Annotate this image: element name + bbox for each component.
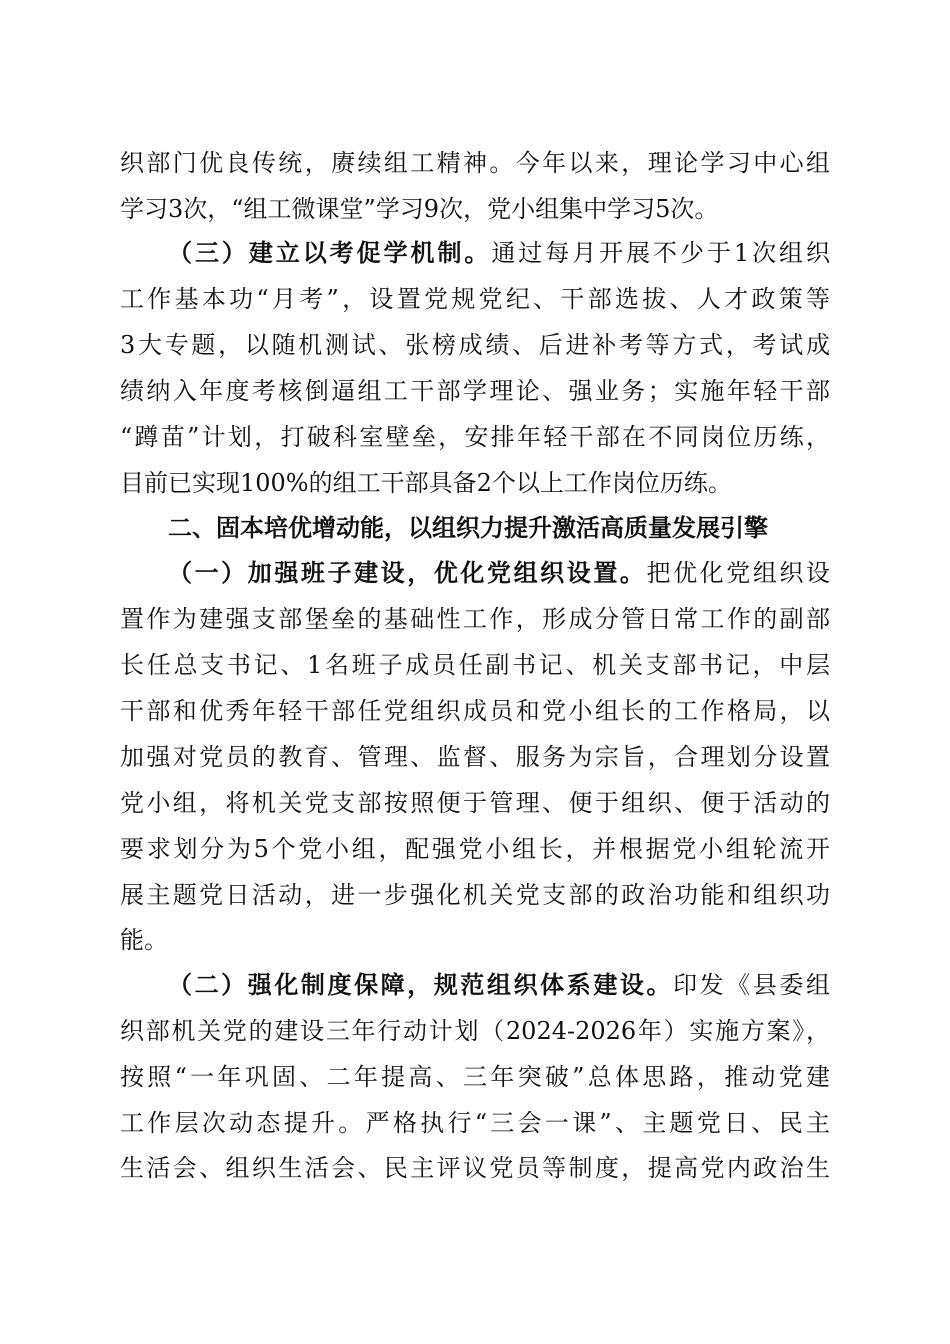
paragraph-text: 通过每月开展不少于1次组织: [491, 239, 830, 267]
paragraph-line: 目前已实现100%的组工干部具备2个以上工作岗位历练。: [120, 469, 732, 497]
section-lead: （二）强化制度保障，规范组织体系建设。: [168, 970, 674, 999]
paragraph-line: 能。: [120, 926, 168, 954]
paragraph-text: 印发《县委组: [673, 971, 830, 999]
paragraph-line: 工作基本功“月考”，设置党规党纪、干部选拔、人才政策等: [120, 285, 830, 313]
paragraph-line: 要求划分为5个党小组，配强党小组长，并根据党小组轮流开: [120, 835, 830, 863]
paragraph-line: 工作层次动态提升。严格执行“三会一课”、主题党日、民主: [120, 1109, 830, 1137]
paragraph-line: 按照“一年巩固、二年提高、三年突破”总体思路，推动党建: [120, 1063, 830, 1091]
paragraph-line: 加强对党员的教育、管理、监督、服务为宗旨，合理划分设置: [120, 743, 830, 771]
paragraph-line: 织部门优良传统，赓续组工精神。今年以来，理论学习中心组: [120, 149, 830, 177]
paragraph-line: 学习3次，“组工微课堂”学习9次，党小组集中学习5次。: [120, 195, 719, 223]
paragraph-line: [120, 965, 830, 1005]
paragraph-line: 长任总支书记、1名班子成员任副书记、机关支部书记，中层: [120, 651, 830, 679]
paragraph-line: [120, 553, 830, 593]
paragraph-line: 党小组，将机关党支部按照便于管理、便于组织、便于活动的: [120, 789, 830, 817]
paragraph-line: 生活会、组织生活会、民主评议党员等制度，提高党内政治生: [120, 1154, 830, 1182]
paragraph-line: 展主题党日活动，进一步强化机关党支部的政治功能和组织功: [120, 881, 830, 909]
section-lead: （三）建立以考促学机制。: [168, 238, 492, 267]
paragraph-line: [120, 233, 830, 273]
paragraph-text: 把优化党组织设: [646, 559, 830, 587]
paragraph-line: 干部和优秀年轻干部任党组织成员和党小组长的工作格局，以: [120, 697, 830, 725]
paragraph-line: 织部机关党的建设三年行动计划（2024-2026年）实施方案》，: [120, 1017, 830, 1045]
paragraph-line: 3大专题，以随机测试、张榜成绩、后进补考等方式，考试成: [120, 331, 830, 359]
paragraph-line: “蹲苗”计划，打破科室壁垒，安排年轻干部在不同岗位历练，: [120, 423, 830, 451]
paragraph-line: 置作为建强支部堡垒的基础性工作，形成分管日常工作的副部: [120, 605, 830, 633]
section-lead: （一）加强班子建设，优化党组织设置。: [168, 558, 647, 587]
section-heading: 二、固本培优增动能，以组织力提升激活高质量发展引擎: [168, 514, 768, 542]
paragraph-line: 绩纳入年度考核倒逼组工干部学理论、强业务；实施年轻干部: [120, 377, 830, 405]
